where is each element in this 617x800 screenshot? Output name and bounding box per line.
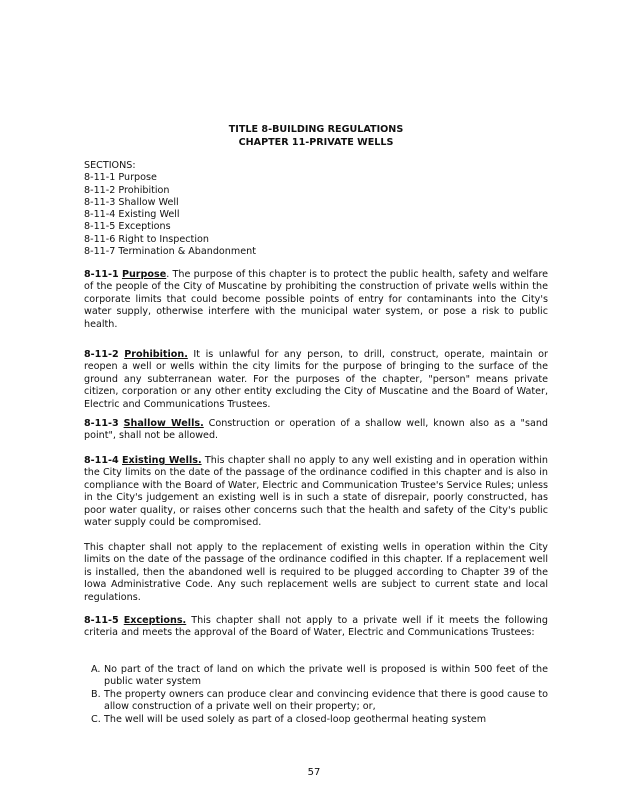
section-item: 8-11-2 Prohibition [84, 184, 170, 196]
title-line: TITLE 8-BUILDING REGULATIONS [228, 124, 404, 135]
list-item [91, 688, 548, 714]
replacement-paragraph: This chapter shall not apply to the replacement of existing wells in operation within the City limits on the date of the passage of the ordinance codified in this chapter. If a replacement well is installed, then the abandoned well is required to be plugged according to Chapter 39 of the Iowa Administrative Code. Any such replacement wells are subject to current state and local regulations. [84, 542, 548, 603]
section-item: 8-11-1 Purpose [84, 172, 157, 184]
section-heading: Existing Wells. [122, 455, 202, 466]
section-purpose [84, 269, 548, 331]
section-number: 8-11-1 [84, 269, 119, 280]
section-heading: Shallow Wells. [123, 418, 204, 429]
section-exceptions [84, 615, 548, 640]
document-title [0, 124, 617, 149]
sections-label: SECTIONS: [84, 160, 136, 171]
section-heading: Exceptions. [123, 615, 187, 626]
exceptions-list [84, 664, 548, 726]
list-text: The well will be used solely as part of a closed-loop geothermal heating system [104, 713, 487, 725]
section-existing-wells [84, 455, 548, 529]
sections-list [84, 160, 548, 258]
list-label: B. [91, 688, 101, 700]
list-label: C. [91, 713, 101, 725]
section-shallow-wells [84, 418, 548, 443]
section-item: 8-11-4 Existing Well [84, 209, 180, 221]
section-text: It is unlawful for any person, to drill, construct, operate, maintain or reopen a well or wells within the city limits for the purpose of bringing to the surface of the ground any subterranean water. For the purposes of the chapter, "person" means private citizen, corporation or any other entity excluding the City of Muscatine and the Board of Water, Electric and Communications Trustees. [84, 349, 548, 410]
section-text: This chapter shall not apply to a private well if it meets the following criteria and meets the approval of the Board of Water, Electric and Communications Trustees: [84, 615, 548, 639]
section-number: 8-11-4 [84, 455, 119, 466]
section-item: 8-11-6 Right to Inspection [84, 233, 209, 245]
list-text: No part of the tract of land on which the private well is proposed is within 500 feet of the public water system [104, 664, 548, 688]
section-number: 8-11-2 [84, 349, 119, 360]
section-heading: Prohibition. [124, 349, 188, 360]
section-text: Construction or operation of a shallow well, known also as a "sand point", shall not be allowed. [84, 418, 548, 442]
section-heading: Purpose [121, 269, 167, 280]
section-number: 8-11-5 [84, 615, 119, 626]
list-label: A. [91, 664, 101, 675]
list-item [91, 713, 548, 726]
section-number: 8-11-3 [84, 418, 119, 429]
section-item: 8-11-3 Shallow Well [84, 196, 179, 208]
chapter-line: CHAPTER 11-PRIVATE WELLS [238, 136, 394, 148]
section-text: This chapter shall no apply to any well existing and in operation within the City limits on the date of the passage of the ordinance codified in this chapter and is also in compliance with the Board of Water, Electric and Communication Trustee's Service Rules; unless in the City's judgement an existing well is in such a state of disrepair, poorly constructed, has poor water quality, or raises other concerns such that the health and safety of the City's public water supply could be compromised. [84, 455, 548, 529]
section-text: The purpose of this chapter is to protect the public health, safety and welfare of the people of the City of Muscatine by prohibiting the construction of private wells within the corporate limits that could become possible points of entry for contaminants into the City's water supply, otherwise interfere with the municipal water system, or pose a risk to public health. [84, 269, 548, 330]
section-item: 8-11-7 Termination & Abandonment [84, 246, 256, 258]
list-text: The property owners can produce clear and convincing evidence that there is good cause to allow construction of a private well on their property; or, [104, 688, 548, 713]
page-number: 57 [307, 767, 321, 778]
punct: . [166, 269, 170, 280]
section-prohibition [84, 349, 548, 411]
section-item: 8-11-5 Exceptions [84, 221, 171, 233]
list-item [91, 664, 548, 689]
